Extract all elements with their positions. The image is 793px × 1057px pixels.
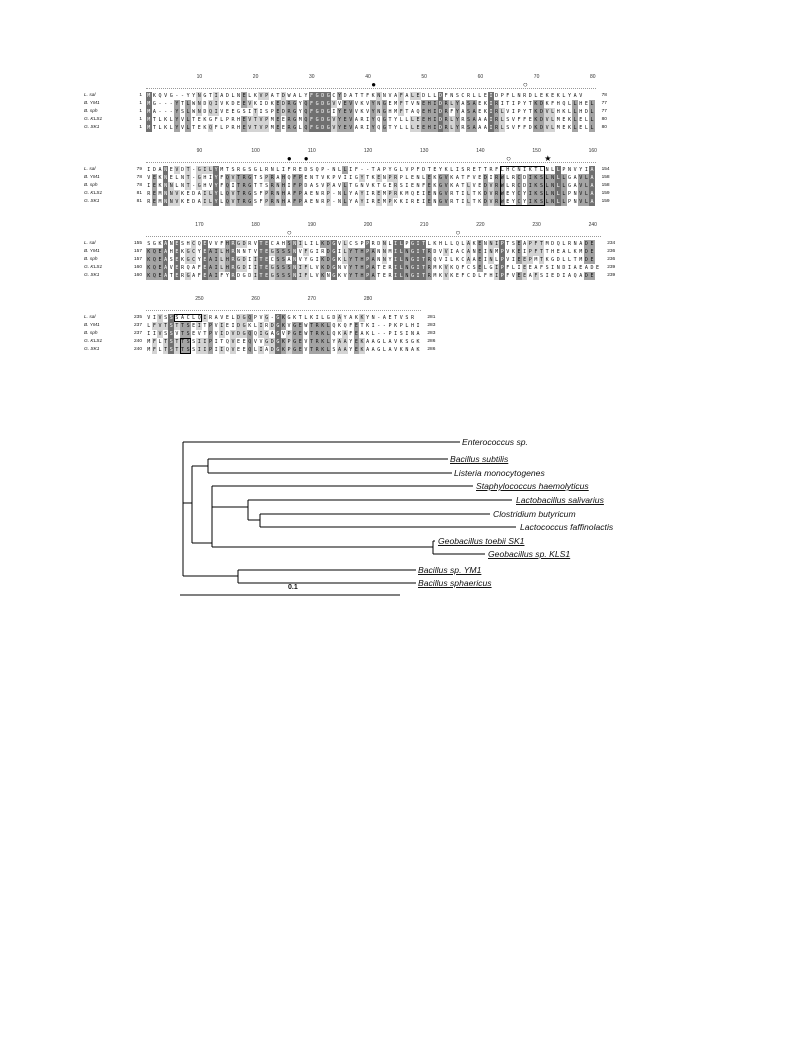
sequence-residues: I D A N E V D T - G I L Y M T S R G S G L R N L I F R E D S Q P - N L L I F - - T A P Y G L V P F D T E Y K L I S R E T T R F L H C N I K T L N L L P N V Y I A — [147, 167, 594, 173]
sequence-row — [84, 166, 724, 174]
sequence-row — [84, 198, 724, 206]
position-tick-label: 210 — [420, 222, 429, 228]
sequence-row — [84, 248, 724, 256]
sequence-residues: K Q E A T E R G A F E A I F Y R D G D I T E G S S S N I F L V K N G K V Y T H P A T E R I L N G I T R M K V K E F C D L F H I P F V E E A F S I E D I A Q A D E — [147, 273, 594, 279]
scale-bar-label: 0.1 — [288, 584, 298, 591]
sequence-name: L. sal — [84, 167, 96, 172]
position-tick-label: 20 — [252, 74, 259, 80]
sequence-end: 80 — [601, 117, 607, 122]
position-ruler — [84, 222, 724, 240]
sequence-end: 158 — [601, 183, 610, 188]
sequence-row — [84, 174, 724, 182]
residue-marker: ● — [286, 154, 292, 163]
sequence-end: 283 — [427, 323, 436, 328]
sequence-residues: M A - - - Y S L W N D Q I V E E G S I T I S P E D R G Y Q F G D G I Y E V V K V Y N G H M F T A Q E H I D R F Y A S A E K I R L V I P Y T K D V L H K L L H D L — [147, 109, 594, 115]
motif-box — [180, 338, 191, 354]
sequence-start: 78 — [136, 175, 142, 180]
position-tick-label: 250 — [195, 296, 204, 302]
tree-taxon-label: Lactococcus faffinolactis — [520, 522, 614, 532]
motif-box — [500, 166, 545, 206]
position-tick-label: 270 — [307, 296, 316, 302]
sequence-row — [84, 264, 724, 272]
phylogenetic-tree — [180, 430, 614, 605]
position-tick-label: 30 — [309, 74, 315, 80]
tree-taxon-label: Bacillus sp. YM1 — [418, 565, 482, 575]
sequence-end: 159 — [601, 191, 610, 196]
sequence-start: 160 — [133, 265, 142, 270]
sequence-row — [84, 240, 724, 248]
alignment-block — [84, 74, 724, 146]
sequence-end: 236 — [607, 257, 616, 262]
sequence-end: 286 — [427, 339, 436, 344]
position-tick-label: 160 — [588, 148, 597, 154]
residue-marker: ○ — [506, 154, 511, 163]
sequence-end: 78 — [601, 93, 607, 98]
position-tick-label: 140 — [476, 148, 485, 154]
sequence-row — [84, 322, 724, 330]
sequence-start: 160 — [133, 273, 142, 278]
sequence-end: 158 — [601, 175, 610, 180]
sequence-start: 1 — [139, 93, 142, 98]
sequence-end: 286 — [427, 347, 436, 352]
sequence-row — [84, 92, 724, 100]
sequence-start: 78 — [136, 183, 142, 188]
sequence-residues: V I V S S S A C L Q I R A V E L D G Q P V G - G K G K T L K I L G D A Y A K K Y N - A E T V S R — [147, 315, 414, 321]
tree-taxon-label: Lactobacillus salivarius — [516, 495, 604, 505]
sequence-residues: I E K N N L N T - G H V Y F Q I T R G T T S R N H I F P D A S V P A V L T G N V K T G E R S I E N F E K G V K A T L V E D V R W L R C D I K S L N L L G A V L A — [147, 183, 594, 189]
position-tick-label: 110 — [307, 148, 316, 154]
sequence-start: 157 — [133, 257, 142, 262]
residue-marker: ★ — [544, 154, 552, 163]
position-tick-label: 10 — [196, 74, 203, 80]
sequence-name: B. YM1 — [84, 249, 100, 254]
position-tick-label: 40 — [365, 74, 371, 80]
sequence-start: 1 — [139, 101, 142, 106]
sequence-start: 240 — [133, 339, 142, 344]
sequence-residues: K Q E A V E R Q A F E A I L H R G D I I T E G S S S N I F L V K D G N V Y T H P A T E R I L N G I T R M K V K Q F C S E L G I P F L I E E A F S I N D I A E A D E — [147, 265, 600, 271]
sequence-name: B. sph — [84, 331, 98, 336]
sequence-row — [84, 190, 724, 198]
position-ruler — [84, 148, 724, 166]
alignment-block — [84, 148, 724, 220]
sequence-end: 236 — [607, 249, 616, 254]
sequence-row — [84, 256, 724, 264]
sequence-end: 281 — [427, 315, 436, 320]
sequence-residues: M F L T S T T S S I I P I T Q V E E Q V V G D G K P G E V T R K L Y A A Y E K A A G L A V K S G K — [147, 339, 420, 345]
sequence-residues: I I V S S V T S E V T P V I D V D G Q Q I G A G V P G E W T R K L Q K A F E A K L - - P I S I N A — [147, 331, 420, 337]
sequence-name: L. sal — [84, 93, 96, 98]
tree-taxon-label: Bacillus subtilis — [450, 454, 509, 464]
position-tick-label: 100 — [251, 148, 260, 154]
position-ruler — [84, 296, 724, 314]
residue-marker: ● — [303, 154, 309, 163]
sequence-end: 283 — [427, 331, 436, 336]
position-tick-label: 80 — [590, 74, 596, 80]
sequence-name: B. YM1 — [84, 101, 100, 106]
position-tick-label: 150 — [532, 148, 541, 154]
position-tick-label: 280 — [363, 296, 373, 302]
sequence-end: 77 — [601, 109, 607, 114]
position-tick-label: 230 — [532, 222, 541, 228]
sequence-name: B. sph — [84, 257, 98, 262]
position-tick-label: 220 — [476, 222, 485, 228]
sequence-residues: M F L T S T T S S I I P I I Q V E E Q L I A D G K P G E V T R K L S A A Y E K A A G L A V K N A K — [147, 347, 420, 353]
position-tick-label: 70 — [533, 74, 540, 80]
position-tick-label: 200 — [363, 222, 373, 228]
sequence-end: 77 — [601, 101, 607, 106]
sequence-start: 240 — [133, 347, 142, 352]
sequence-start: 1 — [139, 117, 142, 122]
position-tick-label: 260 — [251, 296, 260, 302]
position-tick-label: 60 — [477, 74, 484, 80]
tree-taxon-label: Geobacillus toebii SK1 — [438, 536, 525, 546]
sequence-end: 154 — [601, 167, 610, 172]
sequence-end: 159 — [601, 199, 610, 204]
position-tick-label: 180 — [251, 222, 260, 228]
sequence-name: B. YM1 — [84, 175, 100, 180]
sequence-residues: K Q E A S E K G C Y E A I L H R G D I I T E C S S A N V Y G I K D G K L Y T H P A N N Y I L N G I T R Q V I L K C A A E I N L P V I E E P M T K G D L L T M D E — [147, 257, 594, 263]
sequence-start: 79 — [136, 167, 142, 172]
sequence-residues: R E M N N V K E D A I L Y L Q V T R G S F P R N H A F P A E N R P - N L Y A Y I R E M P R K M Q E I E N G V R T I L T K D V R W E Y C Y I K S L N L L P N V L A — [147, 191, 594, 197]
sequence-name: G. KLS1 — [84, 265, 103, 270]
sequence-start: 237 — [133, 323, 142, 328]
sequence-residues: L F V T S T T S E I T P V I E I D G K L I R D G K V G E W T R K L Q K Q F E T K I - - P K P L H I — [147, 323, 420, 329]
residue-marker: ○ — [522, 80, 528, 89]
sequence-residues: M K Q V G - - Y Y N G T I A D L N E L K V P A T D W A L Y F G D G C Y D A T T F K N N V A F A L E D L L D F N S C R L L E I D P F L N R D L E K E K L Y A V — [147, 93, 583, 99]
motif-box — [174, 314, 202, 322]
position-tick-label: 240 — [588, 222, 597, 228]
sequence-name: G. SK1 — [84, 125, 100, 130]
sequence-start: 1 — [139, 109, 142, 114]
sequence-start: 81 — [136, 191, 142, 196]
sequence-end: 234 — [607, 241, 616, 246]
position-ruler — [84, 74, 724, 92]
tree-taxon-label: Bacillus sphaericus — [418, 578, 492, 588]
position-tick-label: 190 — [307, 222, 316, 228]
sequence-end: 239 — [607, 265, 616, 270]
sequence-name: G. SK1 — [84, 199, 100, 204]
sequence-name: B. sph — [84, 109, 98, 114]
sequence-row — [84, 116, 724, 124]
position-tick-label: 130 — [420, 148, 429, 154]
sequence-start: 1 — [139, 125, 142, 130]
sequence-residues: M T L K L Y V L T E K G F L P R H E V T V P M E E R G M Q F G D G V Y E V A R I Y Q G T Y L L L E E H I D R L Y R S A A A I R L S V F F E K D V L M E K L E L L — [147, 117, 594, 123]
residue-marker: ○ — [286, 228, 292, 237]
sequence-residues: M T L K L Y V L T E K Q F L P R H E V T V P M E E R G L Q F G D G V Y E V A R I Y Q G T Y L L L E E H I D R L Y R S A A A I R L S V F F D K D V L M E K L E L L — [147, 125, 594, 131]
sequence-name: G. SK1 — [84, 273, 100, 278]
tree-taxon-label: Enterococcus sp. — [462, 437, 528, 447]
position-tick-label: 170 — [195, 222, 204, 228]
tree-taxon-label: Clostridium butyricum — [493, 509, 576, 519]
sequence-residues: M G - - - Y T L W N D Q I V K D E E V K I D K E D R G Y Q F G D G V V E V V K V Y N G E M F T V N E H I D R L Y A S A E K I R I T I P Y T K D K F H Q L L H E L — [147, 101, 594, 107]
sequence-name: G. KLS1 — [84, 191, 103, 196]
sequence-start: 235 — [133, 315, 142, 320]
sequence-alignment — [84, 74, 724, 370]
sequence-residues: K Q E A H E K G C Y E A I L H R N N T V T E G S S S N V F G I R D G I L Y T H P A N N M I L N G I T R D V V I A C A N E I N M P V K E I P F T T H E A L K M D E — [147, 249, 594, 255]
sequence-name: G. KLS1 — [84, 339, 103, 344]
position-tick-label: 50 — [421, 74, 427, 80]
sequence-name: L. sal — [84, 241, 96, 246]
sequence-row — [84, 124, 724, 132]
position-tick-label: 120 — [363, 148, 373, 154]
sequence-name: B. YM1 — [84, 323, 100, 328]
residue-marker: ● — [371, 80, 377, 89]
sequence-name: G. KLS1 — [84, 117, 103, 122]
sequence-name: L. sal — [84, 315, 96, 320]
tree-taxon-label: Listeria monocytogenes — [454, 468, 545, 478]
sequence-residues: V E K N E L N T - G H I Y F Q V T R G T S P R A H Q F P E N T V K P V I I G Y T K E N P R P L E N L E K G V K A T F V E D I R W L R C D I K S L N L L G A V L A — [147, 175, 594, 181]
sequence-residues: S G K A N E S H C Q E V V F H R G D R V T E C A H S N I L I L K D G V L C S P P R D N L I L P G I T L K H L L Q L A K E N N I P T S E A P F T M D Q L R N A D E — [147, 241, 594, 247]
sequence-end: 239 — [607, 273, 616, 278]
sequence-row — [84, 182, 724, 190]
sequence-row — [84, 330, 724, 338]
sequence-name: G. SK1 — [84, 347, 100, 352]
tree-taxon-label: Geobacillus sp. KLS1 — [488, 549, 571, 559]
sequence-name: B. sph — [84, 183, 98, 188]
sequence-row — [84, 108, 724, 116]
residue-marker: ○ — [455, 228, 461, 237]
sequence-row — [84, 272, 724, 280]
sequence-row — [84, 100, 724, 108]
alignment-block — [84, 296, 724, 368]
sequence-start: 155 — [133, 241, 142, 246]
alignment-block — [84, 222, 724, 294]
sequence-residues: R E M N N V K E D A I L Y L Q V T R G S F P R N H A F P A E N R P - N L Y A Y I R E M P K K I R E I E N G V R T I L T K D V R W E Y C Y I K S L N L L P N V L A — [147, 199, 594, 205]
sequence-start: 237 — [133, 331, 142, 336]
sequence-start: 157 — [133, 249, 142, 254]
tree-taxon-label: Staphylococcus haemolyticus — [476, 481, 589, 491]
position-tick-label: 90 — [196, 148, 203, 154]
sequence-end: 80 — [601, 125, 607, 130]
sequence-start: 81 — [136, 199, 142, 204]
